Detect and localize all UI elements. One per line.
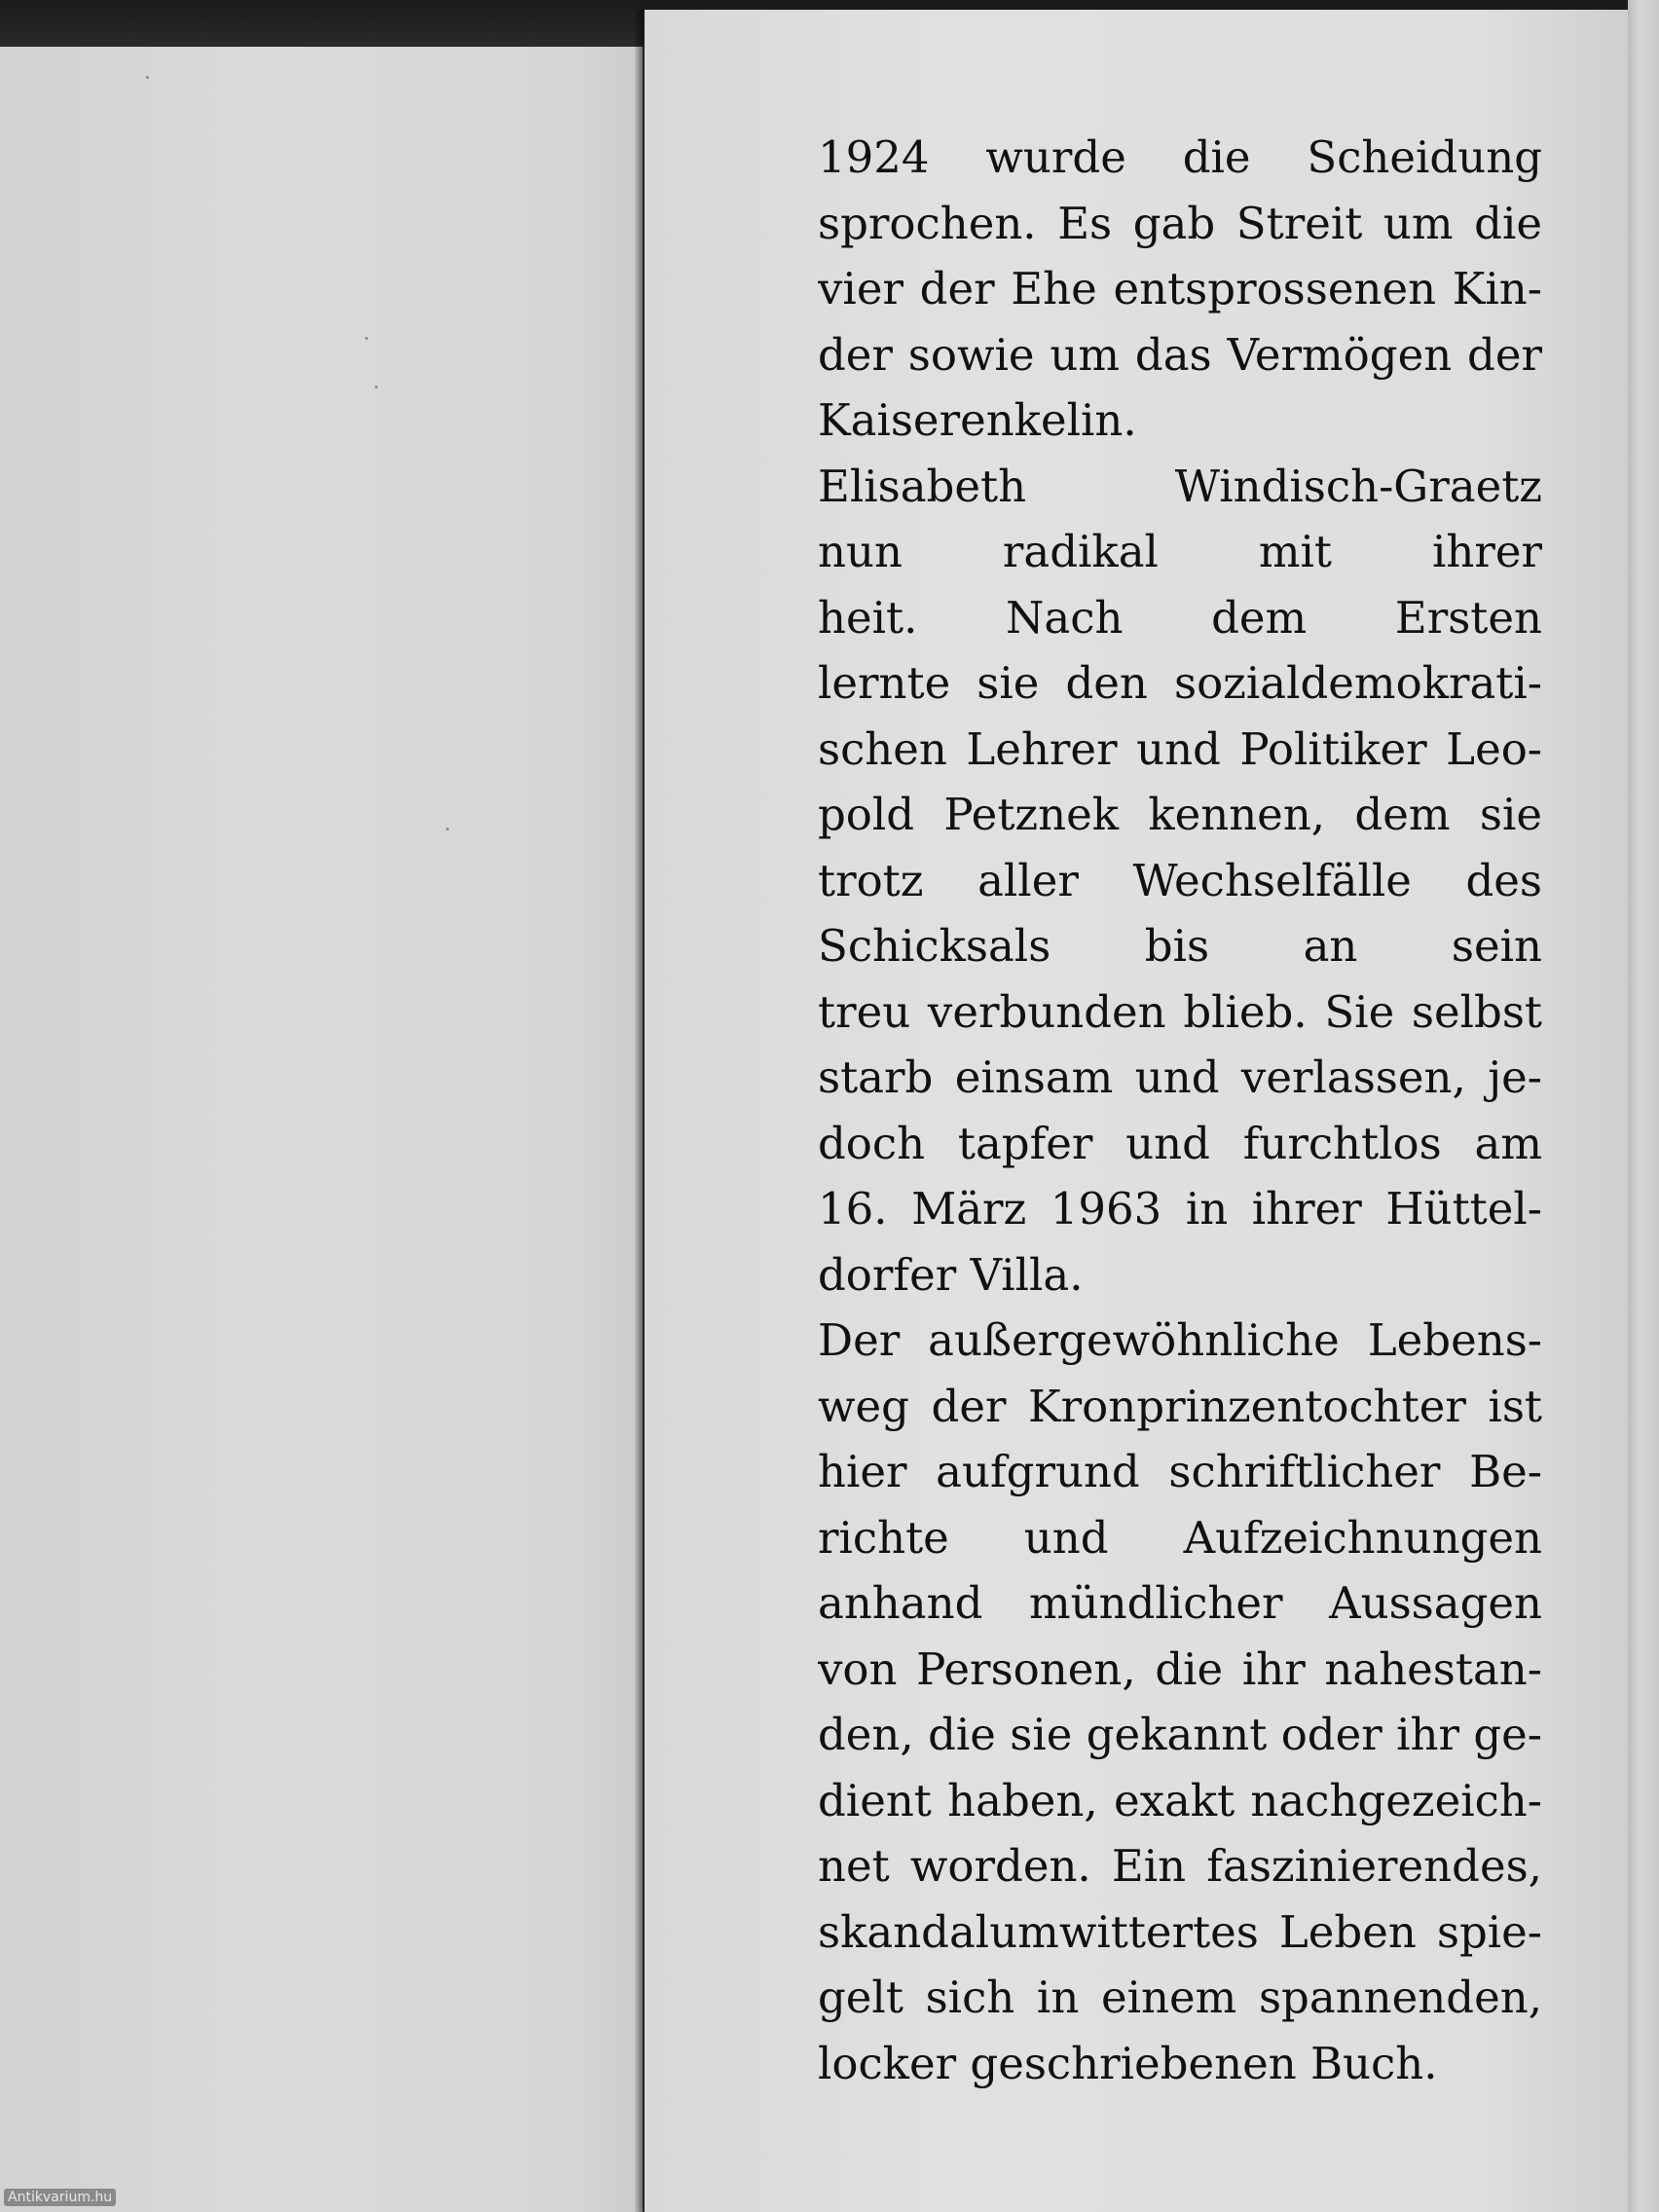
text-line: trotz aller Wechselfälle des xyxy=(818,854,1542,906)
text-line: sprochen. Es gab Streit um die xyxy=(818,197,1542,249)
text-line: lernte sie den sozialdemokrati- xyxy=(818,657,1542,709)
text-line: gelt sich in einem spannenden, xyxy=(818,1972,1542,2023)
text-line: schen Lehrer und Politiker Leo- xyxy=(818,722,1542,775)
paper-speck xyxy=(375,386,378,388)
paper-speck xyxy=(446,828,449,830)
text-line: dorfer Villa. xyxy=(818,1248,1084,1301)
text-line: treu verbunden blieb. Sie selbst xyxy=(818,985,1542,1038)
paper-speck xyxy=(146,76,149,79)
paper-speck xyxy=(365,337,368,340)
text-line: 16. März 1963 in ihrer Hüttel- xyxy=(818,1183,1542,1235)
watermark-label: Antikvarium.hu xyxy=(4,2189,116,2206)
text-line: nun radikal mit ihrer xyxy=(818,526,1542,577)
text-line: dient haben, exakt nachgezeich- xyxy=(818,1774,1542,1826)
page-stack-edge xyxy=(1628,0,1659,2212)
text-line: Kaiserenkelin. xyxy=(818,394,1137,446)
text-line: den, die sie gekannt oder ihr ge- xyxy=(818,1709,1542,1760)
text-line: Schicksals bis an sein xyxy=(818,920,1542,972)
text-line: anhand mündlicher Aussagen xyxy=(818,1577,1542,1629)
text-line: pold Petznek kennen, dem sie xyxy=(818,789,1542,840)
text-line: der sowie um das Vermögen der xyxy=(818,328,1542,381)
text-line: locker geschriebenen Buch. xyxy=(818,2037,1438,2089)
text-line: 1924 wurde die Scheidung xyxy=(818,131,1542,183)
text-line: vier der Ehe entsprossenen Kin- xyxy=(818,263,1542,314)
text-line: Der außergewöhnliche Lebens- xyxy=(818,1314,1542,1366)
text-line: richte und Aufzeichnungen xyxy=(818,1511,1542,1564)
text-line: von Personen, die ihr nahestan- xyxy=(818,1642,1542,1695)
text-line: heit. Nach dem Ersten xyxy=(818,591,1542,644)
text-line: doch tapfer und furchtlos am xyxy=(818,1117,1542,1169)
text-line: Elisabeth Windisch-Graetz xyxy=(818,460,1542,512)
text-line: weg der Kronprinzentochter ist xyxy=(818,1380,1542,1432)
left-blank-page xyxy=(0,47,643,2212)
body-text xyxy=(818,125,1542,2096)
text-line: hier aufgrund schriftlicher Be- xyxy=(818,1446,1542,1497)
text-line: net worden. Ein faszinierendes, xyxy=(818,1840,1542,1892)
text-line: starb einsam und verlassen, je- xyxy=(818,1051,1542,1103)
text-line: skandalumwittertes Leben spie- xyxy=(818,1905,1542,1958)
